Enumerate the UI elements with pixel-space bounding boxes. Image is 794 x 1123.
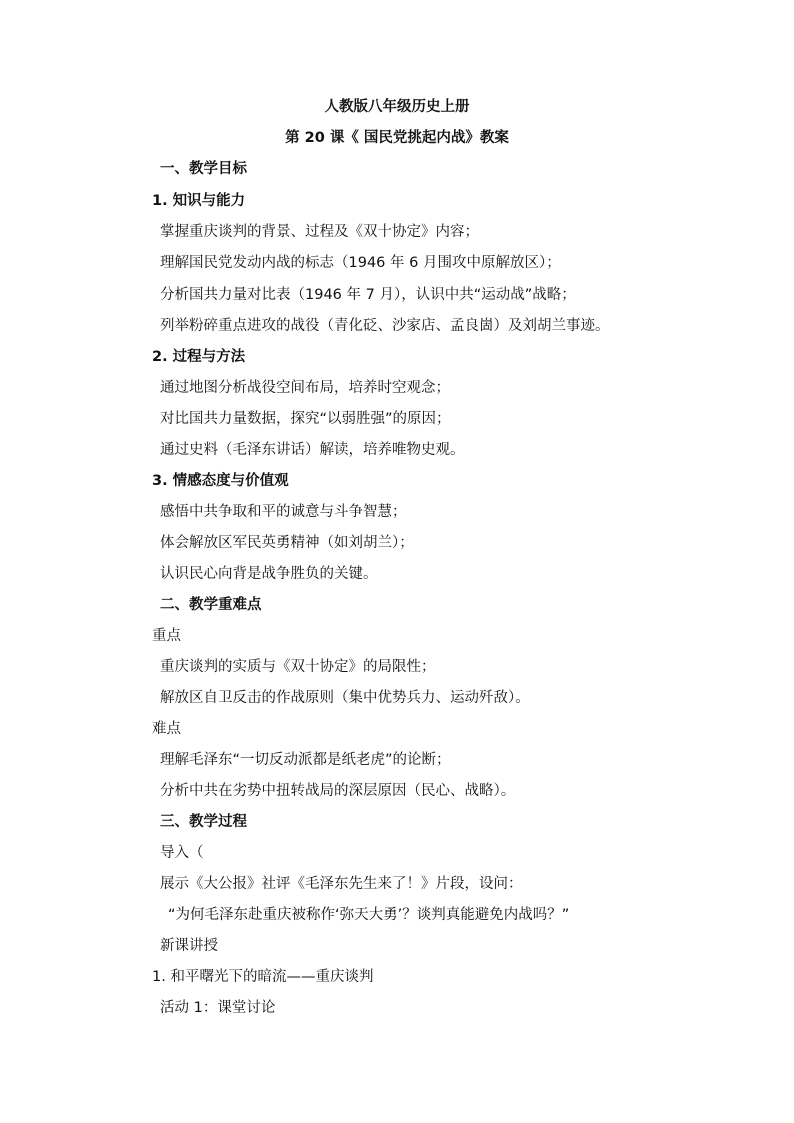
list-item: 列举粉碎重点进攻的战役（青化砭、沙家店、孟良崮）及刘胡兰事迹。 (160, 318, 610, 334)
difficult-points-label: 难点 (152, 721, 181, 737)
list-item: 体会解放区军民英勇精神（如刘胡兰）； (160, 535, 414, 551)
list-item: 解放区自卫反击的作战原则（集中优势兵力、运动歼敌）。 (160, 690, 530, 706)
section-heading-process: 三、教学过程 (160, 814, 247, 830)
list-item: 分析国共力量对比表（1946 年 7 月），认识中共“运动战”战略； (160, 287, 576, 303)
list-item: 掌握重庆谈判的背景、过程及《双十协定》内容； (160, 224, 479, 240)
list-item: 通过地图分析战役空间布局，培养时空观念； (160, 380, 450, 396)
subheading-values: 3. 情感态度与价值观 (152, 473, 289, 489)
subheading-process-methods: 2. 过程与方法 (152, 349, 246, 365)
list-item: 理解毛泽东“一切反动派都是纸老虎”的论断； (160, 752, 451, 768)
activity-label: 活动 1：课堂讨论 (160, 1000, 276, 1016)
key-points-label: 重点 (152, 628, 181, 644)
list-item: 对比国共力量数据，探究“以弱胜强”的原因； (160, 411, 451, 427)
lesson-title: 第 20 课《 国民党挑起内战》教案 (285, 130, 509, 146)
list-item: 认识民心向背是战争胜负的关键。 (160, 566, 378, 582)
intro-text: 展示《大公报》社评《毛泽东先生来了！》片段，设问： (160, 876, 523, 892)
subheading-knowledge: 1. 知识与能力 (152, 193, 246, 209)
section-heading-key-points: 二、教学重难点 (160, 597, 262, 613)
list-item: 通过史料（毛泽东讲话）解读，培养唯物史观。 (160, 442, 465, 458)
section-heading-objectives: 一、教学目标 (160, 161, 247, 177)
part-heading-chongqing-negotiation: 1. 和平曙光下的暗流——重庆谈判 (152, 969, 374, 985)
intro-label: 导入（ (160, 845, 204, 861)
list-item: 理解国民党发动内战的标志（1946 年 6 月围攻中原解放区）； (160, 255, 561, 271)
intro-question: “为何毛泽东赴重庆被称作‘弥天大勇’？谈判真能避免内战吗？” (168, 907, 570, 923)
list-item: 分析中共在劣势中扭转战局的深层原因（民心、战略）。 (160, 783, 516, 799)
document-title: 人教版八年级历史上册 (324, 99, 470, 115)
list-item: 重庆谈判的实质与《双十协定》的局限性； (160, 659, 436, 675)
new-lesson-label: 新课讲授 (160, 938, 218, 954)
list-item: 感悟中共争取和平的诚意与斗争智慧； (160, 504, 407, 520)
